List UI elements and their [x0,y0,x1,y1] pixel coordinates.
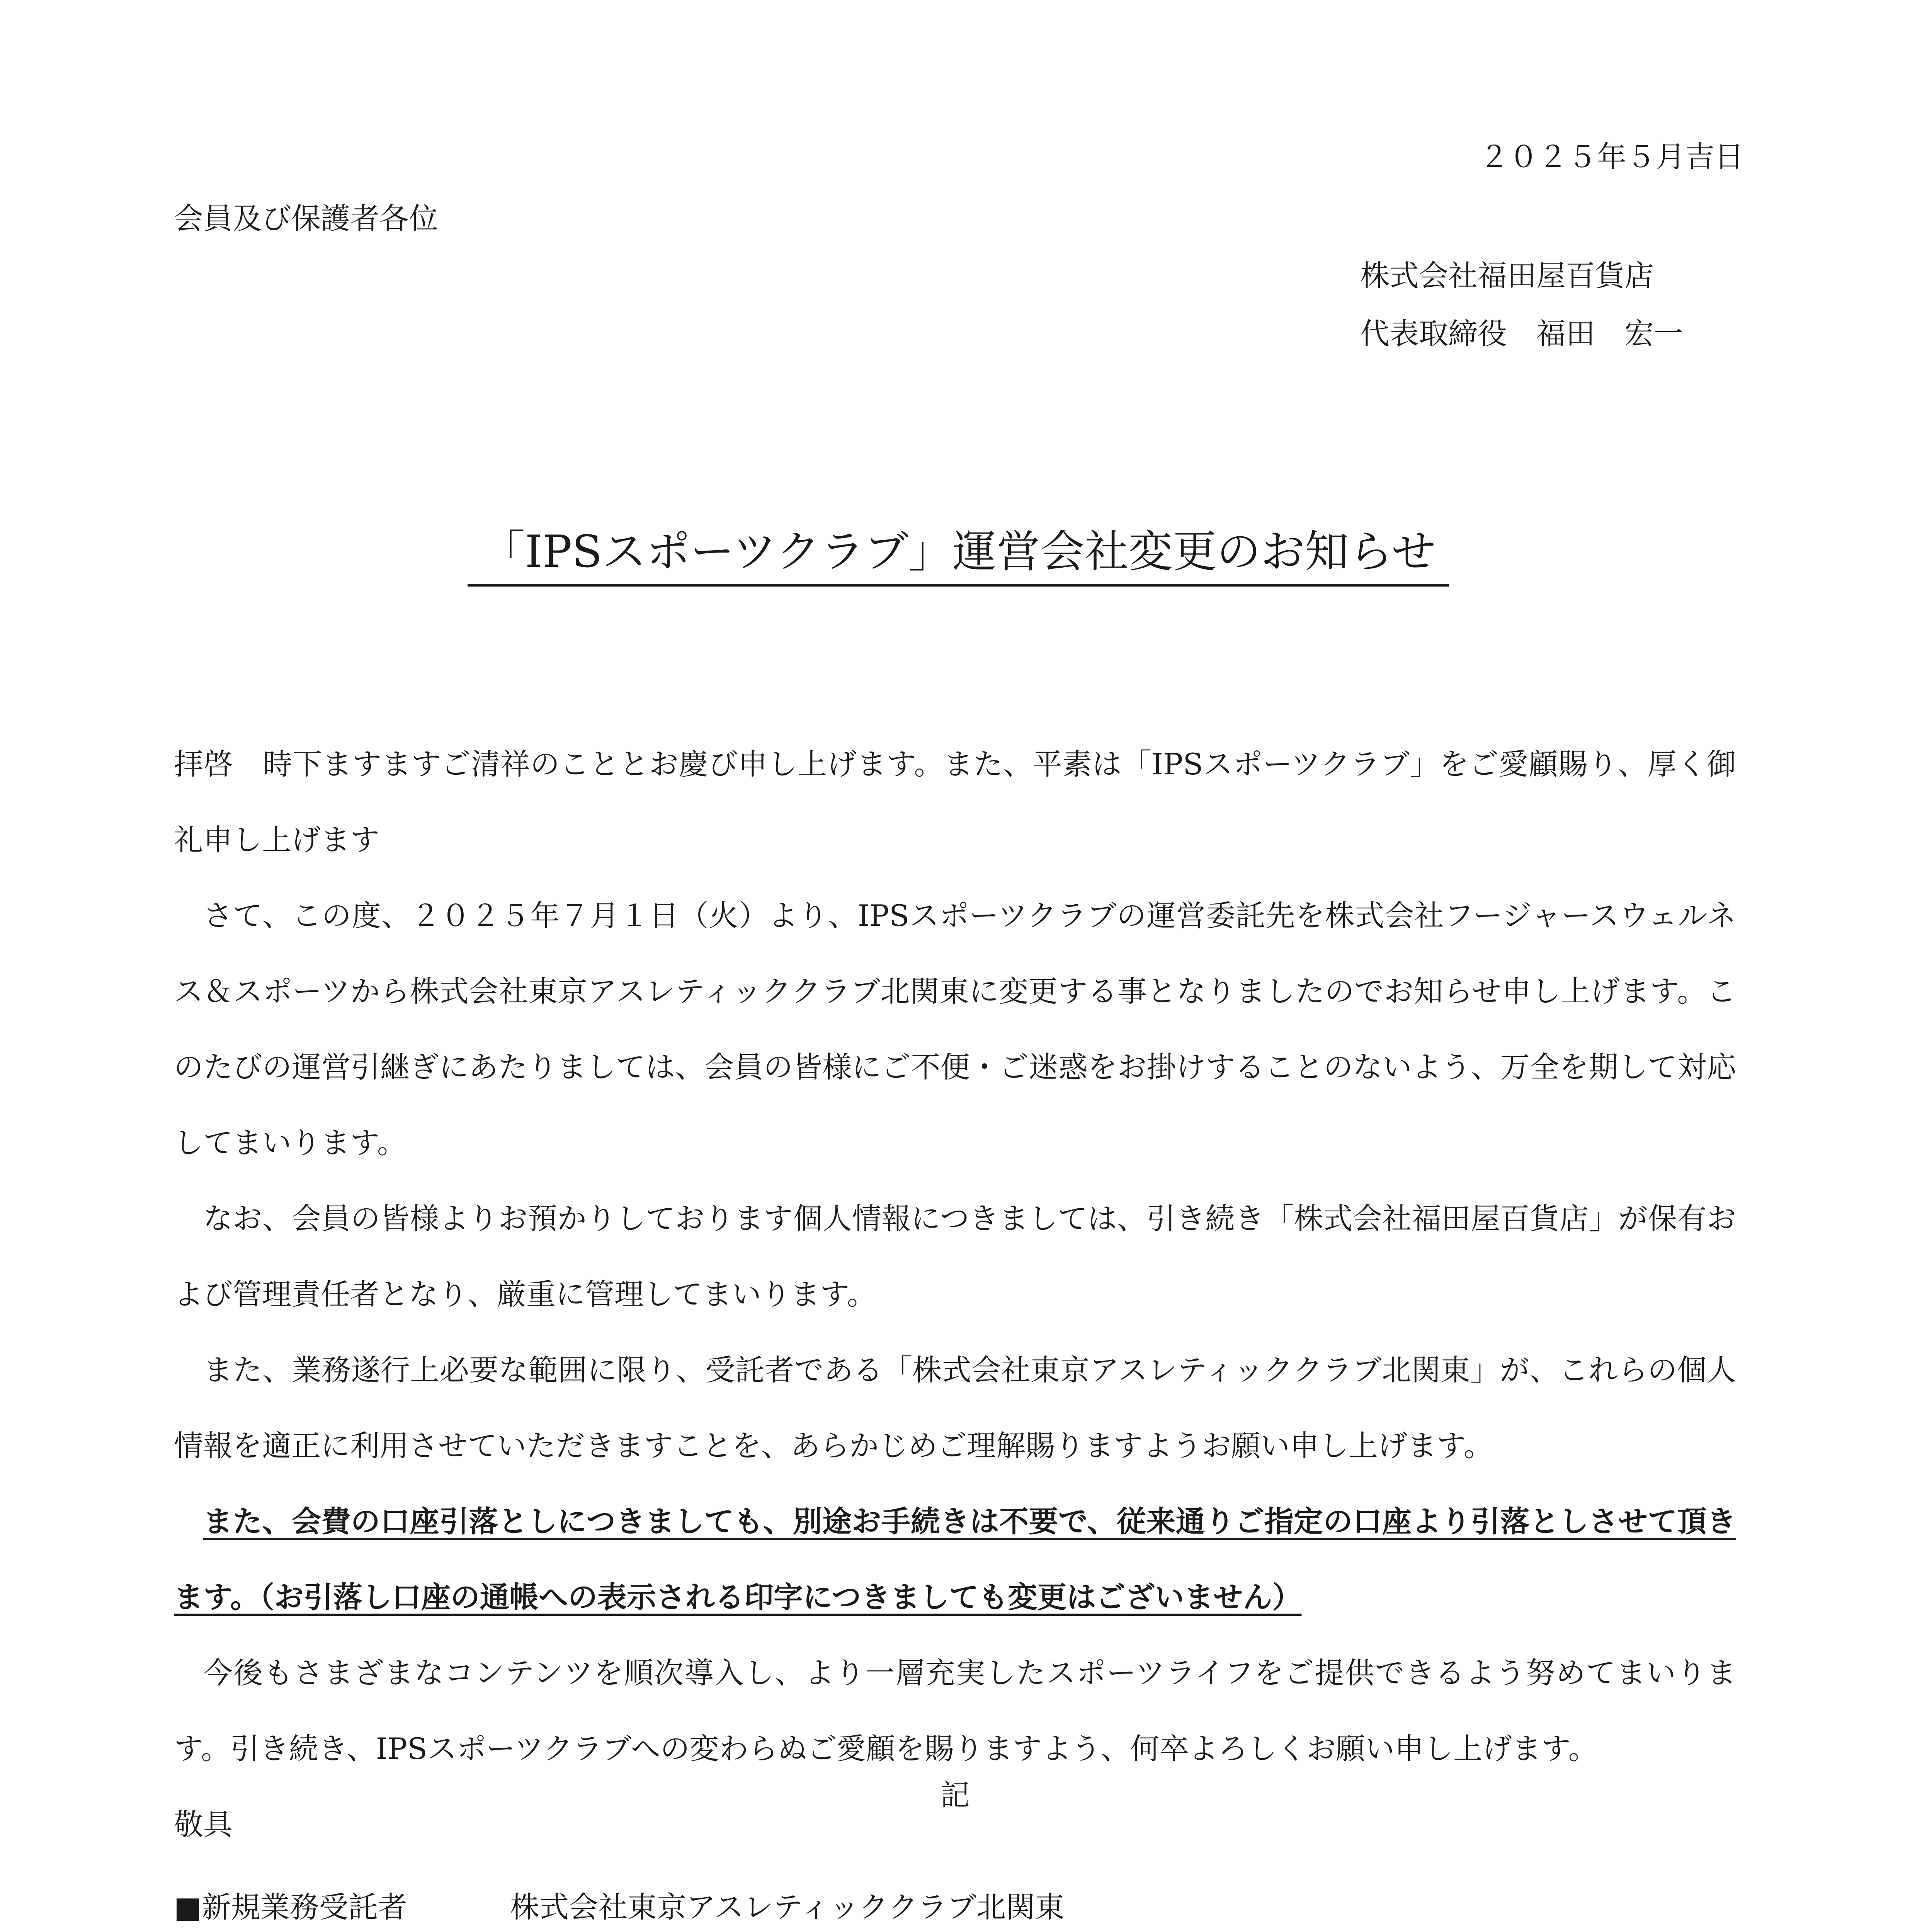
billing-notice-text: また、会費の口座引落としにつきましても、別途お手続きは不要で、従来通りご指定の口座より引落としさせて頂きます。（お引落し口座の通帳への表示される印字につきましても変更はございません） [174,1504,1736,1614]
document-title: 「IPSスポーツクラブ」運営会社変更のお知らせ [468,526,1449,587]
new-contractor-label: ■新規業務受託者 [174,1890,407,1924]
closing-word: 敬具 [174,1807,233,1842]
document-date: ２０２５年５月吉日 [1480,139,1744,174]
paragraph-personal-info: なお、会員の皆様よりお預かりしております個人情報につきましては、引き続き「株式会社福田屋百貨店」が保有および管理責任者となり、厳重に管理してまいります。 [174,1201,1736,1311]
sender-company: 株式会社福田屋百貨店 [1360,259,1654,293]
paragraph-data-usage: また、業務遂行上必要な範囲に限り、受託者である「株式会社東京アスレティッククラブ北関東」が、これらの個人情報を適正に利用させていただきますことを、あらかじめご理解賜りますようお願い申し上げます。 [174,1353,1736,1463]
recipient-line: 会員及び保護者各位 [174,201,438,236]
ki-heading: 記 [940,1778,970,1812]
paragraph-greeting: 拝啓 時下ますますご清祥のこととお慶び申し上げます。また、平素は「IPSスポーツクラブ」をご愛顧賜り、厚く御礼申し上げます [174,747,1736,857]
letter-body [174,726,1736,1862]
paragraph-billing-notice [174,1484,1736,1635]
paragraph-future: 今後もさまざまなコンテンツを順次導入し、より一層充実したスポーツライフをご提供できるよう努めてまいります。引き続き、IPSスポーツクラブへの変わらぬご愛顧を賜りますよう、何卒よろしくお願い申し上げます。 [174,1656,1736,1766]
sender-block [1360,258,1683,374]
paragraph-change-notice: さて、この度、２０２５年７月１日（火）より、IPSスポーツクラブの運営委託先を株式会社フージャースウェルネス＆スポーツから株式会社東京アスレティッククラブ北関東に変更する事となりましたのでお知らせ申し上げます。このたびの運営引継ぎにあたりましては、会員の皆様にご不便・ご迷惑をお掛けすることのないよう、万全を期して対応してまいります。 [174,898,1736,1160]
sender-person: 代表取締役 福田 宏一 [1360,316,1683,351]
new-contractor-company: 株式会社東京アスレティッククラブ北関東 [510,1890,1065,1924]
